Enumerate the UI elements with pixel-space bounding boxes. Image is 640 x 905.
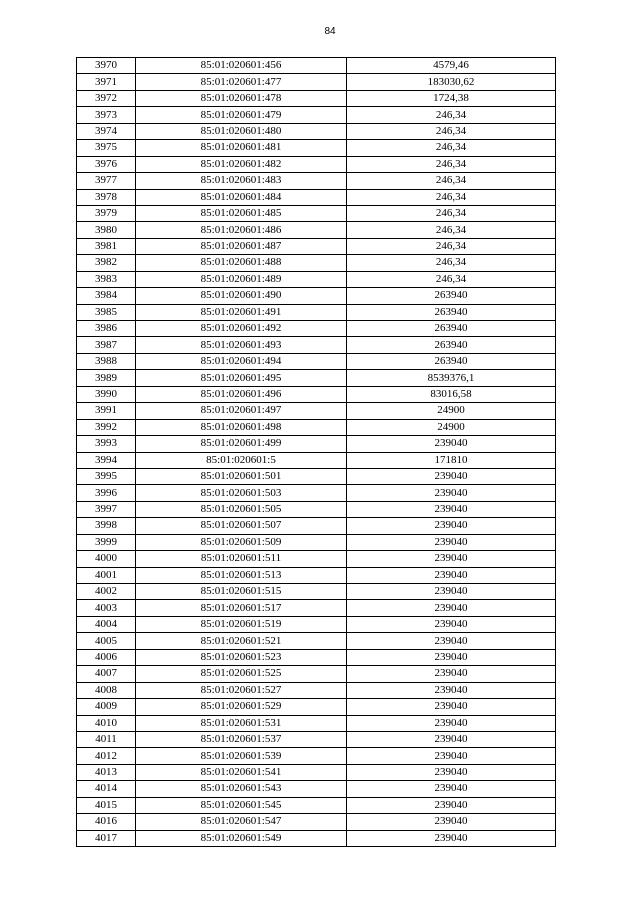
row-number-cell: 3991 [77, 403, 136, 419]
table-row [77, 518, 556, 534]
cadastral-number-cell: 85:01:020601:521 [136, 633, 347, 649]
cadastral-number-cell: 85:01:020601:525 [136, 666, 347, 682]
table-row [77, 748, 556, 764]
row-number-cell: 4002 [77, 584, 136, 600]
row-number-cell: 4010 [77, 715, 136, 731]
value-cell: 239040 [347, 748, 556, 764]
cadastral-number-cell: 85:01:020601:501 [136, 468, 347, 484]
row-number-cell: 4006 [77, 649, 136, 665]
row-number-cell: 3980 [77, 222, 136, 238]
row-number-cell: 3999 [77, 534, 136, 550]
row-number-cell: 3983 [77, 271, 136, 287]
table-row [77, 90, 556, 106]
row-number-cell: 3992 [77, 419, 136, 435]
table-row [77, 140, 556, 156]
row-number-cell: 3996 [77, 485, 136, 501]
value-cell: 246,34 [347, 222, 556, 238]
table-row [77, 797, 556, 813]
value-cell: 239040 [347, 764, 556, 780]
table-row [77, 764, 556, 780]
value-cell: 239040 [347, 633, 556, 649]
table-row [77, 814, 556, 830]
value-cell: 239040 [347, 600, 556, 616]
table-row [77, 616, 556, 632]
cadastral-number-cell: 85:01:020601:529 [136, 699, 347, 715]
value-cell: 239040 [347, 682, 556, 698]
cadastral-number-cell: 85:01:020601:479 [136, 107, 347, 123]
value-cell: 246,34 [347, 173, 556, 189]
row-number-cell: 4014 [77, 781, 136, 797]
value-cell: 239040 [347, 781, 556, 797]
value-cell: 246,34 [347, 271, 556, 287]
row-number-cell: 3984 [77, 288, 136, 304]
cadastral-number-cell: 85:01:020601:490 [136, 288, 347, 304]
cadastral-number-cell: 85:01:020601:549 [136, 830, 347, 846]
value-cell: 239040 [347, 715, 556, 731]
row-number-cell: 3988 [77, 353, 136, 369]
table-row [77, 551, 556, 567]
value-cell: 263940 [347, 337, 556, 353]
value-cell: 239040 [347, 649, 556, 665]
value-cell: 239040 [347, 534, 556, 550]
cadastral-number-cell: 85:01:020601:543 [136, 781, 347, 797]
value-cell: 263940 [347, 353, 556, 369]
row-number-cell: 3973 [77, 107, 136, 123]
row-number-cell: 4017 [77, 830, 136, 846]
row-number-cell: 3982 [77, 255, 136, 271]
row-number-cell: 4000 [77, 551, 136, 567]
row-number-cell: 3981 [77, 238, 136, 254]
cadastral-number-cell: 85:01:020601:537 [136, 731, 347, 747]
table-row [77, 468, 556, 484]
value-cell: 246,34 [347, 123, 556, 139]
table-row [77, 485, 556, 501]
row-number-cell: 4001 [77, 567, 136, 583]
table-row [77, 386, 556, 402]
row-number-cell: 3977 [77, 173, 136, 189]
cadastral-number-cell: 85:01:020601:513 [136, 567, 347, 583]
cadastral-number-cell: 85:01:020601:545 [136, 797, 347, 813]
cadastral-number-cell: 85:01:020601:515 [136, 584, 347, 600]
table-row [77, 584, 556, 600]
table-row [77, 600, 556, 616]
cadastral-number-cell: 85:01:020601:517 [136, 600, 347, 616]
table-row [77, 452, 556, 468]
table-row [77, 271, 556, 287]
table-row [77, 436, 556, 452]
row-number-cell: 3995 [77, 468, 136, 484]
table-row [77, 666, 556, 682]
row-number-cell: 3972 [77, 90, 136, 106]
row-number-cell: 4013 [77, 764, 136, 780]
cadastral-number-cell: 85:01:020601:482 [136, 156, 347, 172]
table-row [77, 715, 556, 731]
table-row [77, 107, 556, 123]
value-cell: 263940 [347, 321, 556, 337]
cadastral-number-cell: 85:01:020601:493 [136, 337, 347, 353]
row-number-cell: 4016 [77, 814, 136, 830]
value-cell: 246,34 [347, 205, 556, 221]
cadastral-number-cell: 85:01:020601:511 [136, 551, 347, 567]
table-row [77, 781, 556, 797]
value-cell: 239040 [347, 567, 556, 583]
table-row [77, 534, 556, 550]
cadastral-number-cell: 85:01:020601:509 [136, 534, 347, 550]
value-cell: 246,34 [347, 255, 556, 271]
value-cell: 239040 [347, 616, 556, 632]
cadastral-number-cell: 85:01:020601:492 [136, 321, 347, 337]
value-cell: 239040 [347, 666, 556, 682]
table-row [77, 205, 556, 221]
table-row [77, 238, 556, 254]
table-row [77, 682, 556, 698]
cadastral-number-cell: 85:01:020601:496 [136, 386, 347, 402]
row-number-cell: 4007 [77, 666, 136, 682]
table-row [77, 353, 556, 369]
cadastral-number-cell: 85:01:020601:503 [136, 485, 347, 501]
table-row [77, 255, 556, 271]
table-body [77, 58, 556, 847]
value-cell: 239040 [347, 501, 556, 517]
value-cell: 239040 [347, 797, 556, 813]
value-cell: 171810 [347, 452, 556, 468]
value-cell: 24900 [347, 419, 556, 435]
table-row [77, 58, 556, 74]
cadastral-number-cell: 85:01:020601:486 [136, 222, 347, 238]
cadastral-number-cell: 85:01:020601:478 [136, 90, 347, 106]
table-row [77, 649, 556, 665]
cadastral-number-cell: 85:01:020601:497 [136, 403, 347, 419]
value-cell: 246,34 [347, 140, 556, 156]
cadastral-number-cell: 85:01:020601:481 [136, 140, 347, 156]
row-number-cell: 3979 [77, 205, 136, 221]
cadastral-number-cell: 85:01:020601:489 [136, 271, 347, 287]
cadastral-value-table [76, 57, 556, 847]
row-number-cell: 3986 [77, 321, 136, 337]
table-row [77, 156, 556, 172]
table-row [77, 731, 556, 747]
table-row [77, 419, 556, 435]
value-cell: 239040 [347, 699, 556, 715]
value-cell: 239040 [347, 584, 556, 600]
cadastral-number-cell: 85:01:020601:519 [136, 616, 347, 632]
value-cell: 4579,46 [347, 58, 556, 74]
row-number-cell: 3974 [77, 123, 136, 139]
row-number-cell: 3990 [77, 386, 136, 402]
row-number-cell: 3976 [77, 156, 136, 172]
value-cell: 239040 [347, 436, 556, 452]
row-number-cell: 4004 [77, 616, 136, 632]
row-number-cell: 4015 [77, 797, 136, 813]
table-row [77, 74, 556, 90]
table-row [77, 567, 556, 583]
value-cell: 263940 [347, 288, 556, 304]
row-number-cell: 4011 [77, 731, 136, 747]
cadastral-number-cell: 85:01:020601:505 [136, 501, 347, 517]
cadastral-number-cell: 85:01:020601:480 [136, 123, 347, 139]
table-row [77, 189, 556, 205]
value-cell: 1724,38 [347, 90, 556, 106]
value-cell: 239040 [347, 518, 556, 534]
row-number-cell: 3985 [77, 304, 136, 320]
table-row [77, 403, 556, 419]
cadastral-number-cell: 85:01:020601:5 [136, 452, 347, 468]
cadastral-number-cell: 85:01:020601:531 [136, 715, 347, 731]
cadastral-number-cell: 85:01:020601:539 [136, 748, 347, 764]
table-row [77, 337, 556, 353]
value-cell: 239040 [347, 551, 556, 567]
row-number-cell: 3987 [77, 337, 136, 353]
value-cell: 246,34 [347, 156, 556, 172]
table-row [77, 633, 556, 649]
value-cell: 246,34 [347, 107, 556, 123]
value-cell: 239040 [347, 731, 556, 747]
table-row [77, 288, 556, 304]
row-number-cell: 3978 [77, 189, 136, 205]
cadastral-number-cell: 85:01:020601:491 [136, 304, 347, 320]
table-row [77, 699, 556, 715]
cadastral-number-cell: 85:01:020601:487 [136, 238, 347, 254]
row-number-cell: 3998 [77, 518, 136, 534]
row-number-cell: 4005 [77, 633, 136, 649]
value-cell: 239040 [347, 468, 556, 484]
row-number-cell: 4003 [77, 600, 136, 616]
cadastral-number-cell: 85:01:020601:507 [136, 518, 347, 534]
cadastral-number-cell: 85:01:020601:498 [136, 419, 347, 435]
table-row [77, 173, 556, 189]
cadastral-number-cell: 85:01:020601:477 [136, 74, 347, 90]
value-cell: 246,34 [347, 238, 556, 254]
cadastral-number-cell: 85:01:020601:484 [136, 189, 347, 205]
table-row [77, 304, 556, 320]
row-number-cell: 3994 [77, 452, 136, 468]
value-cell: 239040 [347, 814, 556, 830]
value-cell: 83016,58 [347, 386, 556, 402]
cadastral-number-cell: 85:01:020601:499 [136, 436, 347, 452]
row-number-cell: 3970 [77, 58, 136, 74]
row-number-cell: 4009 [77, 699, 136, 715]
cadastral-number-cell: 85:01:020601:485 [136, 205, 347, 221]
cadastral-number-cell: 85:01:020601:523 [136, 649, 347, 665]
table-row [77, 321, 556, 337]
cadastral-number-cell: 85:01:020601:494 [136, 353, 347, 369]
value-cell: 239040 [347, 830, 556, 846]
row-number-cell: 3971 [77, 74, 136, 90]
cadastral-number-cell: 85:01:020601:541 [136, 764, 347, 780]
cadastral-number-cell: 85:01:020601:527 [136, 682, 347, 698]
value-cell: 24900 [347, 403, 556, 419]
table-row [77, 830, 556, 846]
value-cell: 239040 [347, 485, 556, 501]
cadastral-number-cell: 85:01:020601:495 [136, 370, 347, 386]
cadastral-number-cell: 85:01:020601:488 [136, 255, 347, 271]
row-number-cell: 4008 [77, 682, 136, 698]
cadastral-number-cell: 85:01:020601:456 [136, 58, 347, 74]
cadastral-number-cell: 85:01:020601:547 [136, 814, 347, 830]
row-number-cell: 3975 [77, 140, 136, 156]
page-number: 84 [324, 26, 336, 37]
row-number-cell: 3997 [77, 501, 136, 517]
value-cell: 8539376,1 [347, 370, 556, 386]
row-number-cell: 4012 [77, 748, 136, 764]
value-cell: 246,34 [347, 189, 556, 205]
row-number-cell: 3989 [77, 370, 136, 386]
table-row [77, 501, 556, 517]
value-cell: 263940 [347, 304, 556, 320]
table-row [77, 370, 556, 386]
value-cell: 183030,62 [347, 74, 556, 90]
cadastral-number-cell: 85:01:020601:483 [136, 173, 347, 189]
row-number-cell: 3993 [77, 436, 136, 452]
table-row [77, 123, 556, 139]
table-row [77, 222, 556, 238]
